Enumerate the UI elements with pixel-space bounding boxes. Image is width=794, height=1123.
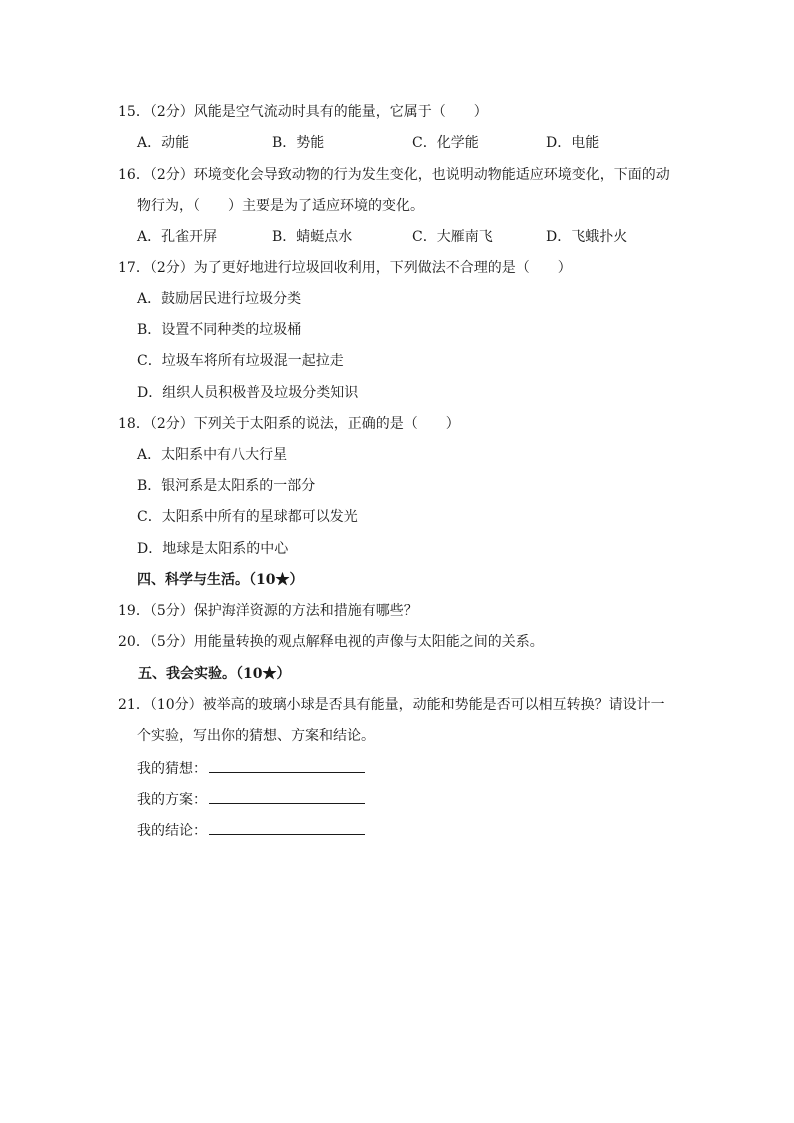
question-17-stem: 17．（2分）为了更好地进行垃圾回收利用，下列做法不合理的是（ ） bbox=[118, 260, 572, 276]
plan-answer-line[interactable] bbox=[209, 789, 365, 804]
option-a: A．动能 bbox=[137, 135, 190, 151]
plan-field bbox=[137, 789, 365, 810]
question-18-option-b: B．银河系是太阳系的一部分 bbox=[137, 478, 316, 494]
question-17-option-d: D．组织人员积极普及垃圾分类知识 bbox=[137, 385, 359, 401]
question-17-option-a: A．鼓励居民进行垃圾分类 bbox=[137, 291, 302, 307]
conclusion-field bbox=[137, 820, 365, 841]
guess-field bbox=[137, 758, 365, 779]
option-c: C．大雁南飞 bbox=[412, 229, 493, 245]
question-19: 19．（5分）保护海洋资源的方法和措施有哪些？ bbox=[118, 603, 418, 619]
question-16-stem-line2: 物行为，（ ）主要是为了适应环境的变化。 bbox=[137, 198, 424, 214]
section-4-heading: 四、科学与生活。（10★） bbox=[137, 572, 304, 588]
guess-label: 我的猜想： bbox=[137, 761, 207, 777]
question-20: 20．（5分）用能量转换的观点解释电视的声像与太阳能之间的关系。 bbox=[118, 634, 544, 650]
guess-answer-line[interactable] bbox=[209, 758, 365, 773]
question-18-stem: 18．（2分）下列关于太阳系的说法，正确的是（ ） bbox=[118, 416, 460, 432]
question-21-line1: 21．（10分）被举高的玻璃小球是否具有能量，动能和势能是否可以相互转换？请设计一 bbox=[118, 697, 665, 713]
question-18-option-a: A．太阳系中有八大行星 bbox=[137, 447, 288, 463]
option-b: B．势能 bbox=[272, 135, 325, 151]
option-d: D．飞蛾扑火 bbox=[546, 229, 628, 245]
question-15-stem: 15．（2分）风能是空气流动时具有的能量，它属于（ ） bbox=[118, 104, 488, 120]
question-17-option-b: B．设置不同种类的垃圾桶 bbox=[137, 322, 302, 338]
conclusion-answer-line[interactable] bbox=[209, 820, 365, 835]
option-a: A．孔雀开屏 bbox=[137, 229, 218, 245]
option-c: C．化学能 bbox=[412, 135, 479, 151]
question-17-option-c: C．垃圾车将所有垃圾混一起拉走 bbox=[137, 353, 344, 369]
question-18-option-d: D．地球是太阳系的中心 bbox=[137, 541, 289, 557]
conclusion-label: 我的结论： bbox=[137, 823, 207, 839]
plan-label: 我的方案： bbox=[137, 792, 207, 808]
option-b: B．蜻蜓点水 bbox=[272, 229, 353, 245]
question-18-option-c: C．太阳系中所有的星球都可以发光 bbox=[137, 509, 358, 525]
question-16-stem-line1: 16．（2分）环境变化会导致动物的行为发生变化，也说明动物能适应环境变化，下面的动 bbox=[118, 167, 670, 183]
question-21-line2: 个实验，写出你的猜想、方案和结论。 bbox=[137, 728, 375, 744]
option-d: D．电能 bbox=[546, 135, 600, 151]
section-5-heading: 五、我会实验。（10★） bbox=[138, 666, 291, 682]
